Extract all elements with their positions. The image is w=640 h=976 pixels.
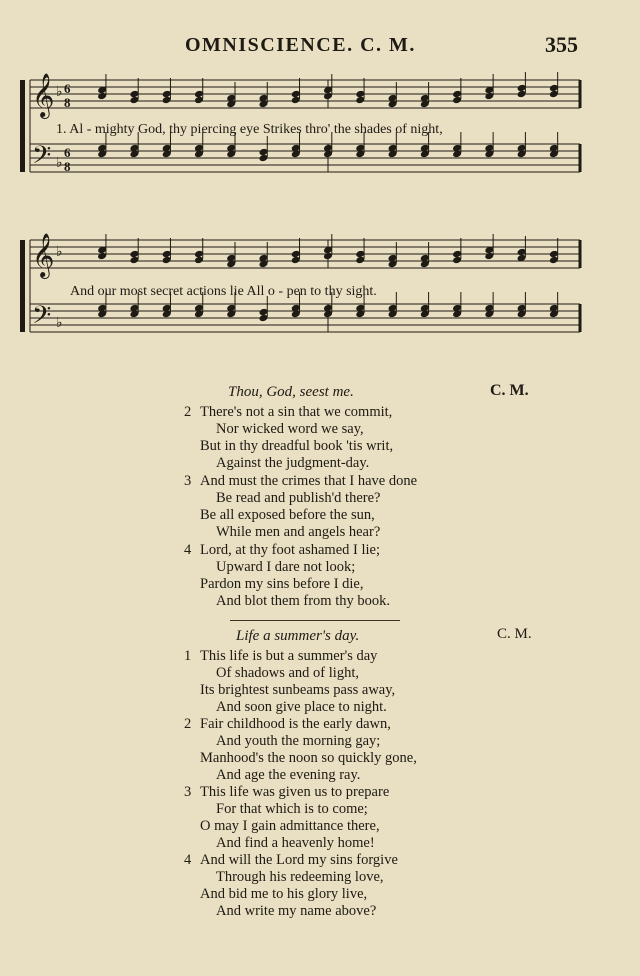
bass-clef-icon: 𝄢 (32, 301, 52, 336)
treble-chord (258, 82, 268, 108)
bass-chord (484, 132, 494, 158)
verse-line: Upward I dare not look; (216, 559, 356, 575)
flat-icon: ♭ (56, 244, 63, 260)
music-system-1 (18, 72, 588, 190)
treble-staff (30, 240, 580, 268)
treble-clef-icon: 𝄞 (32, 233, 55, 277)
verse-line: While men and angels hear? (216, 524, 381, 540)
treble-chord (420, 242, 430, 268)
verse-line: And will the Lord my sins forgive (200, 852, 398, 868)
section-divider (230, 620, 400, 621)
verse-line: There's not a sin that we commit, (200, 404, 393, 420)
verse-line: Lord, at thy foot ashamed I lie; (200, 542, 380, 558)
verse-number: 3 (184, 784, 192, 800)
system-brace (20, 240, 25, 332)
flat-icon: ♭ (56, 155, 63, 171)
verse-number: 4 (184, 852, 192, 868)
treble-chord (129, 78, 139, 104)
verse-line: Manhood's the noon so quickly gone, (200, 750, 417, 766)
bass-chord (549, 132, 559, 158)
treble-chord (129, 238, 139, 264)
treble-chord (452, 78, 462, 104)
verse-line: This life was given us to prepare (200, 784, 390, 800)
bass-chord (517, 292, 527, 318)
bass-time-signature-bottom: 8 (64, 159, 71, 174)
treble-chord (355, 78, 365, 104)
bass-chord (452, 292, 462, 318)
running-title: OMNISCIENCE. C. M. (185, 34, 416, 56)
verse-number: 2 (184, 716, 192, 732)
bass-chord (452, 132, 462, 158)
page-header (0, 32, 640, 62)
treble-chord (388, 242, 398, 268)
verse-line: Through his redeeming love, (216, 869, 384, 885)
flat-icon: ♭ (56, 84, 63, 100)
verse-number: 2 (184, 404, 192, 420)
treble-clef-icon: 𝄞 (32, 73, 55, 117)
verse-line: And must the crimes that I have done (200, 473, 418, 489)
verse-line: For that which is to come; (216, 801, 368, 817)
lyrics-line-2: And our most secret actions lie All o - pen to thy sight. (70, 284, 377, 299)
treble-chord (420, 82, 430, 108)
treble-chord (194, 78, 204, 104)
bass-chord (549, 292, 559, 318)
bass-chord (484, 292, 494, 318)
bass-chord (420, 292, 430, 318)
verse-line: And youth the morning gay; (216, 733, 381, 749)
treble-staff (30, 80, 580, 108)
treble-chord (162, 238, 172, 264)
bass-chord (258, 136, 268, 162)
verse-line: But in thy dreadful book 'tis writ, (200, 438, 394, 454)
page-number: 355 (545, 32, 578, 57)
bass-staff (30, 304, 580, 332)
verse-line: Pardon my sins before I die, (200, 576, 364, 592)
bass-staff (30, 144, 580, 172)
verse-line: Be all exposed before the sun, (200, 507, 375, 523)
treble-chord (194, 238, 204, 264)
verse-line: And find a heavenly home! (216, 835, 375, 851)
treble-chord (226, 242, 236, 268)
hymn-title: Life a summer's day. (236, 628, 360, 644)
music-system-2 (18, 232, 588, 350)
treble-chord (517, 72, 527, 98)
treble-chord (549, 238, 559, 264)
verse-line: Against the judgment-day. (216, 455, 370, 471)
treble-chord (291, 238, 301, 264)
treble-chord (226, 82, 236, 108)
verse-line: And blot them from thy book. (216, 593, 390, 609)
verse-line: Nor wicked word we say, (216, 421, 364, 437)
verse-line: And soon give place to night. (216, 699, 387, 715)
verse-line: Of shadows and of light, (216, 665, 359, 681)
treble-chord (388, 82, 398, 108)
bass-clef-icon: 𝄢 (32, 141, 52, 176)
treble-chord (258, 242, 268, 268)
verse-line: Be read and publish'd there? (216, 490, 381, 506)
hymn-meter: C. M. (497, 626, 532, 642)
verse-line: O may I gain admittance there, (200, 818, 380, 834)
verse-line: And bid me to his glory live, (200, 886, 368, 902)
verse-line: This life is but a summer's day (200, 648, 378, 664)
hymn-life-a-summers-day (0, 626, 640, 926)
system-brace (20, 80, 25, 172)
verse-number: 1 (184, 648, 192, 664)
treble-chord (452, 238, 462, 264)
treble-chord (291, 78, 301, 104)
bass-chord (517, 132, 527, 158)
treble-chord (549, 72, 559, 98)
verse-line: Fair childhood is the early dawn, (200, 716, 391, 732)
verse-number: 3 (184, 473, 192, 489)
hymn-meter: C. M. (490, 382, 529, 399)
treble-time-signature-top: 6 (64, 81, 71, 96)
flat-icon: ♭ (56, 315, 63, 331)
bass-time-signature-top: 6 (64, 145, 71, 160)
treble-chord (355, 238, 365, 264)
lyrics-line-1: 1. Al - mighty God, thy piercing eye Strikes thro' the shades of night, (56, 122, 443, 137)
hymn-title: Thou, God, seest me. (228, 384, 354, 400)
verse-number: 4 (184, 542, 192, 558)
treble-time-signature-bottom: 8 (64, 95, 71, 110)
bass-chord (388, 292, 398, 318)
verse-line: Its brightest sunbeams pass away, (200, 682, 396, 698)
hymn-thou-god-seest-me (0, 382, 640, 612)
verse-line: And age the evening ray. (216, 767, 361, 783)
verse-line: And write my name above? (216, 903, 377, 919)
treble-chord (162, 78, 172, 104)
